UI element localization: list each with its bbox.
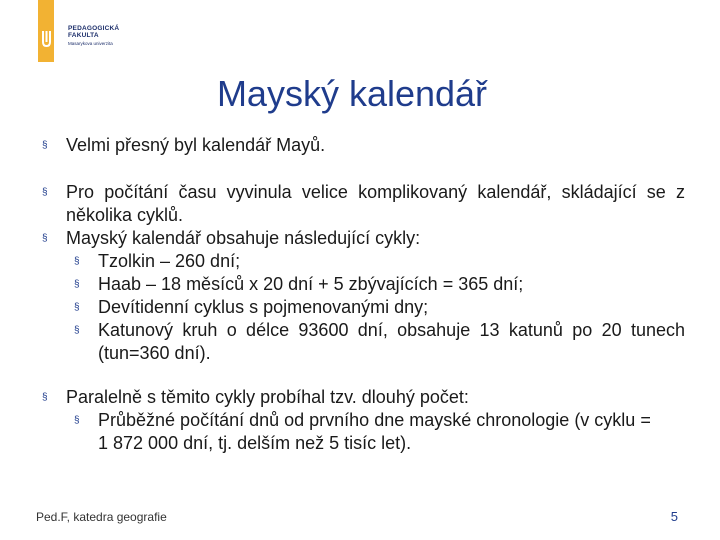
faculty-logo	[68, 26, 119, 46]
bullet-marker-icon: §	[42, 187, 48, 198]
bullet-item	[40, 134, 685, 157]
sub-bullet-text: Devítidenní cyklus s pojmenovanými dny;	[98, 297, 429, 317]
sub-bullet-marker-icon: §	[74, 325, 80, 336]
bullet-marker-icon: §	[42, 140, 48, 151]
bullet-item	[40, 181, 685, 227]
sub-bullet-item	[40, 409, 658, 455]
page-number: 5	[670, 509, 678, 524]
bullet-text: Pro počítání času vyvinula velice komplikovaný kalendář, skládající se z několika cyklů.	[66, 182, 685, 225]
slide-title: Mayský kalendář	[216, 73, 488, 114]
sub-bullet-item	[40, 273, 685, 296]
bullet-marker-icon: §	[42, 233, 48, 244]
slide-content	[40, 134, 685, 455]
slide-title-container	[0, 73, 720, 115]
bullet-text: Mayský kalendář obsahuje následující cykly:	[66, 228, 421, 248]
bullet-item	[40, 227, 685, 250]
bullet-marker-icon: §	[42, 392, 48, 403]
logo-line-1: PEDAGOGICKÁ	[68, 25, 120, 32]
sub-bullet-marker-icon: §	[74, 256, 80, 267]
logo-line-2: FAKULTA	[68, 31, 99, 39]
sub-bullet-text: Haab – 18 měsíců x 20 dní + 5 zbývajících = 365 dní;	[98, 274, 524, 294]
footer-source: Ped.F, katedra geografie	[36, 510, 167, 524]
bullet-text: Velmi přesný byl kalendář Mayů.	[66, 135, 326, 155]
sub-bullet-item	[40, 319, 685, 365]
sub-bullet-text: Katunový kruh o délce 93600 dní, obsahuje 13 katunů po 20 tunech (tun=360 dní).	[98, 320, 685, 363]
bullet-text: Paralelně s těmito cykly probíhal tzv. dlouhý počet:	[66, 387, 469, 407]
sub-bullet-marker-icon: §	[74, 302, 80, 313]
logo-line-3: Masarykova univerzita	[68, 40, 113, 46]
bullet-item	[40, 386, 685, 409]
faculty-logo-icon	[41, 30, 52, 48]
sub-bullet-marker-icon: §	[74, 279, 80, 290]
sub-bullet-text: Tzolkin – 260 dní;	[98, 251, 241, 271]
sub-bullet-marker-icon: §	[74, 415, 80, 426]
sub-bullet-text: Průběžné počítání dnů od prvního dne mayské chronologie (v cyklu = 1 872 000 dní, tj. delším než 5 tisíc let).	[98, 410, 651, 453]
sub-bullet-item	[40, 250, 685, 273]
sub-bullet-item	[40, 296, 685, 319]
